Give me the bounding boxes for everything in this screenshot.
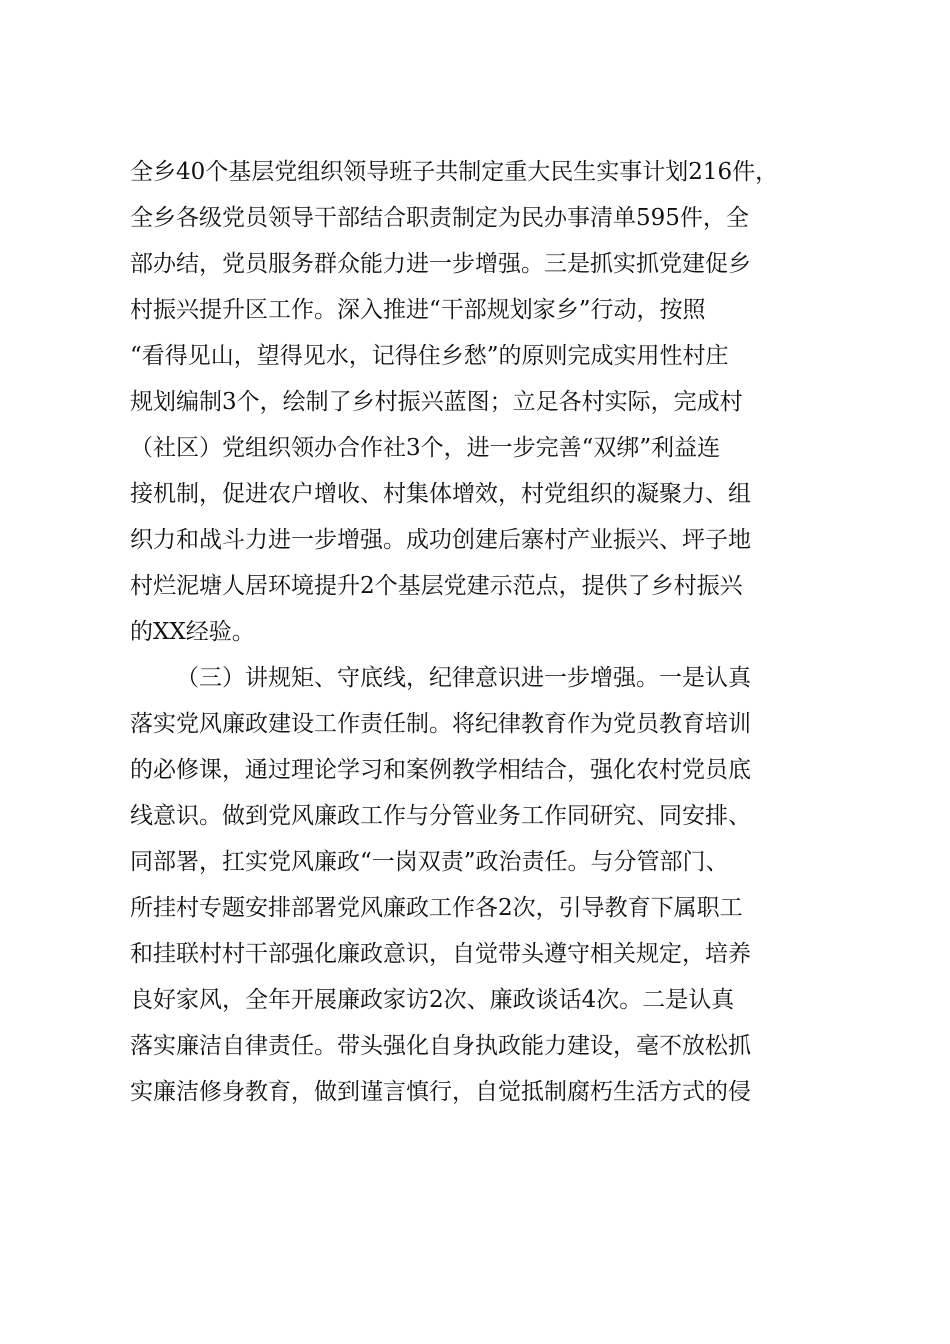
- text-line: 的必修课，通过理论学习和案例教学相结合，强化农村党员底: [130, 757, 751, 783]
- text-line: 村振兴提升区工作。深入推进“干部规划家乡”行动，按照: [130, 297, 706, 323]
- text-line: 良好家风，全年开展廉政家访2次、廉政谈话4次。二是认真: [130, 987, 735, 1013]
- text-line: 所挂村专题安排部署党风廉政工作各2次，引导教育下属职工: [130, 895, 743, 921]
- section-heading-line: （三）讲规矩、守底线，纪律意识进一步增强。一是认真: [176, 665, 751, 691]
- text-line: 规划编制3个，绘制了乡村振兴蓝图；立足各村实际，完成村: [130, 389, 743, 415]
- text-line: 全乡各级党员领导干部结合职责制定为民办事清单595件，全: [130, 205, 749, 231]
- text-line: 实廉洁修身教育，做到谨言慎行，自觉抵制腐朽生活方式的侵: [130, 1079, 751, 1105]
- text-line: 的XX经验。: [130, 619, 255, 645]
- text-line: 全乡40个基层党组织领导班子共制定重大民生实事计划216件，: [130, 159, 779, 185]
- text-line: 落实廉洁自律责任。带头强化自身执政能力建设，毫不放松抓: [130, 1033, 751, 1059]
- text-line: 同部署，扛实党风廉政“一岗双责”政治责任。与分管部门、: [130, 849, 729, 875]
- text-line: 和挂联村村干部强化廉政意识，自觉带头遵守相关规定，培养: [130, 941, 751, 967]
- text-line: 接机制，促进农户增收、村集体增效，村党组织的凝聚力、组: [130, 481, 751, 507]
- text-line: 织力和战斗力进一步增强。成功创建后寨村产业振兴、坪子地: [130, 527, 751, 553]
- text-line: “看得见山，望得见水，记得住乡愁”的原则完成实用性村庄: [130, 343, 729, 369]
- text-line: 线意识。做到党风廉政工作与分管业务工作同研究、同安排、: [130, 803, 751, 829]
- text-line: 部办结，党员服务群众能力进一步增强。三是抓实抓党建促乡: [130, 251, 751, 277]
- text-line: 村烂泥塘人居环境提升2个基层党建示范点，提供了乡村振兴: [130, 573, 743, 599]
- text-line: 落实党风廉政建设工作责任制。将纪律教育作为党员教育培训: [130, 711, 751, 737]
- text-line: （社区）党组织领办合作社3个，进一步完善“双绑”利益连: [130, 435, 721, 461]
